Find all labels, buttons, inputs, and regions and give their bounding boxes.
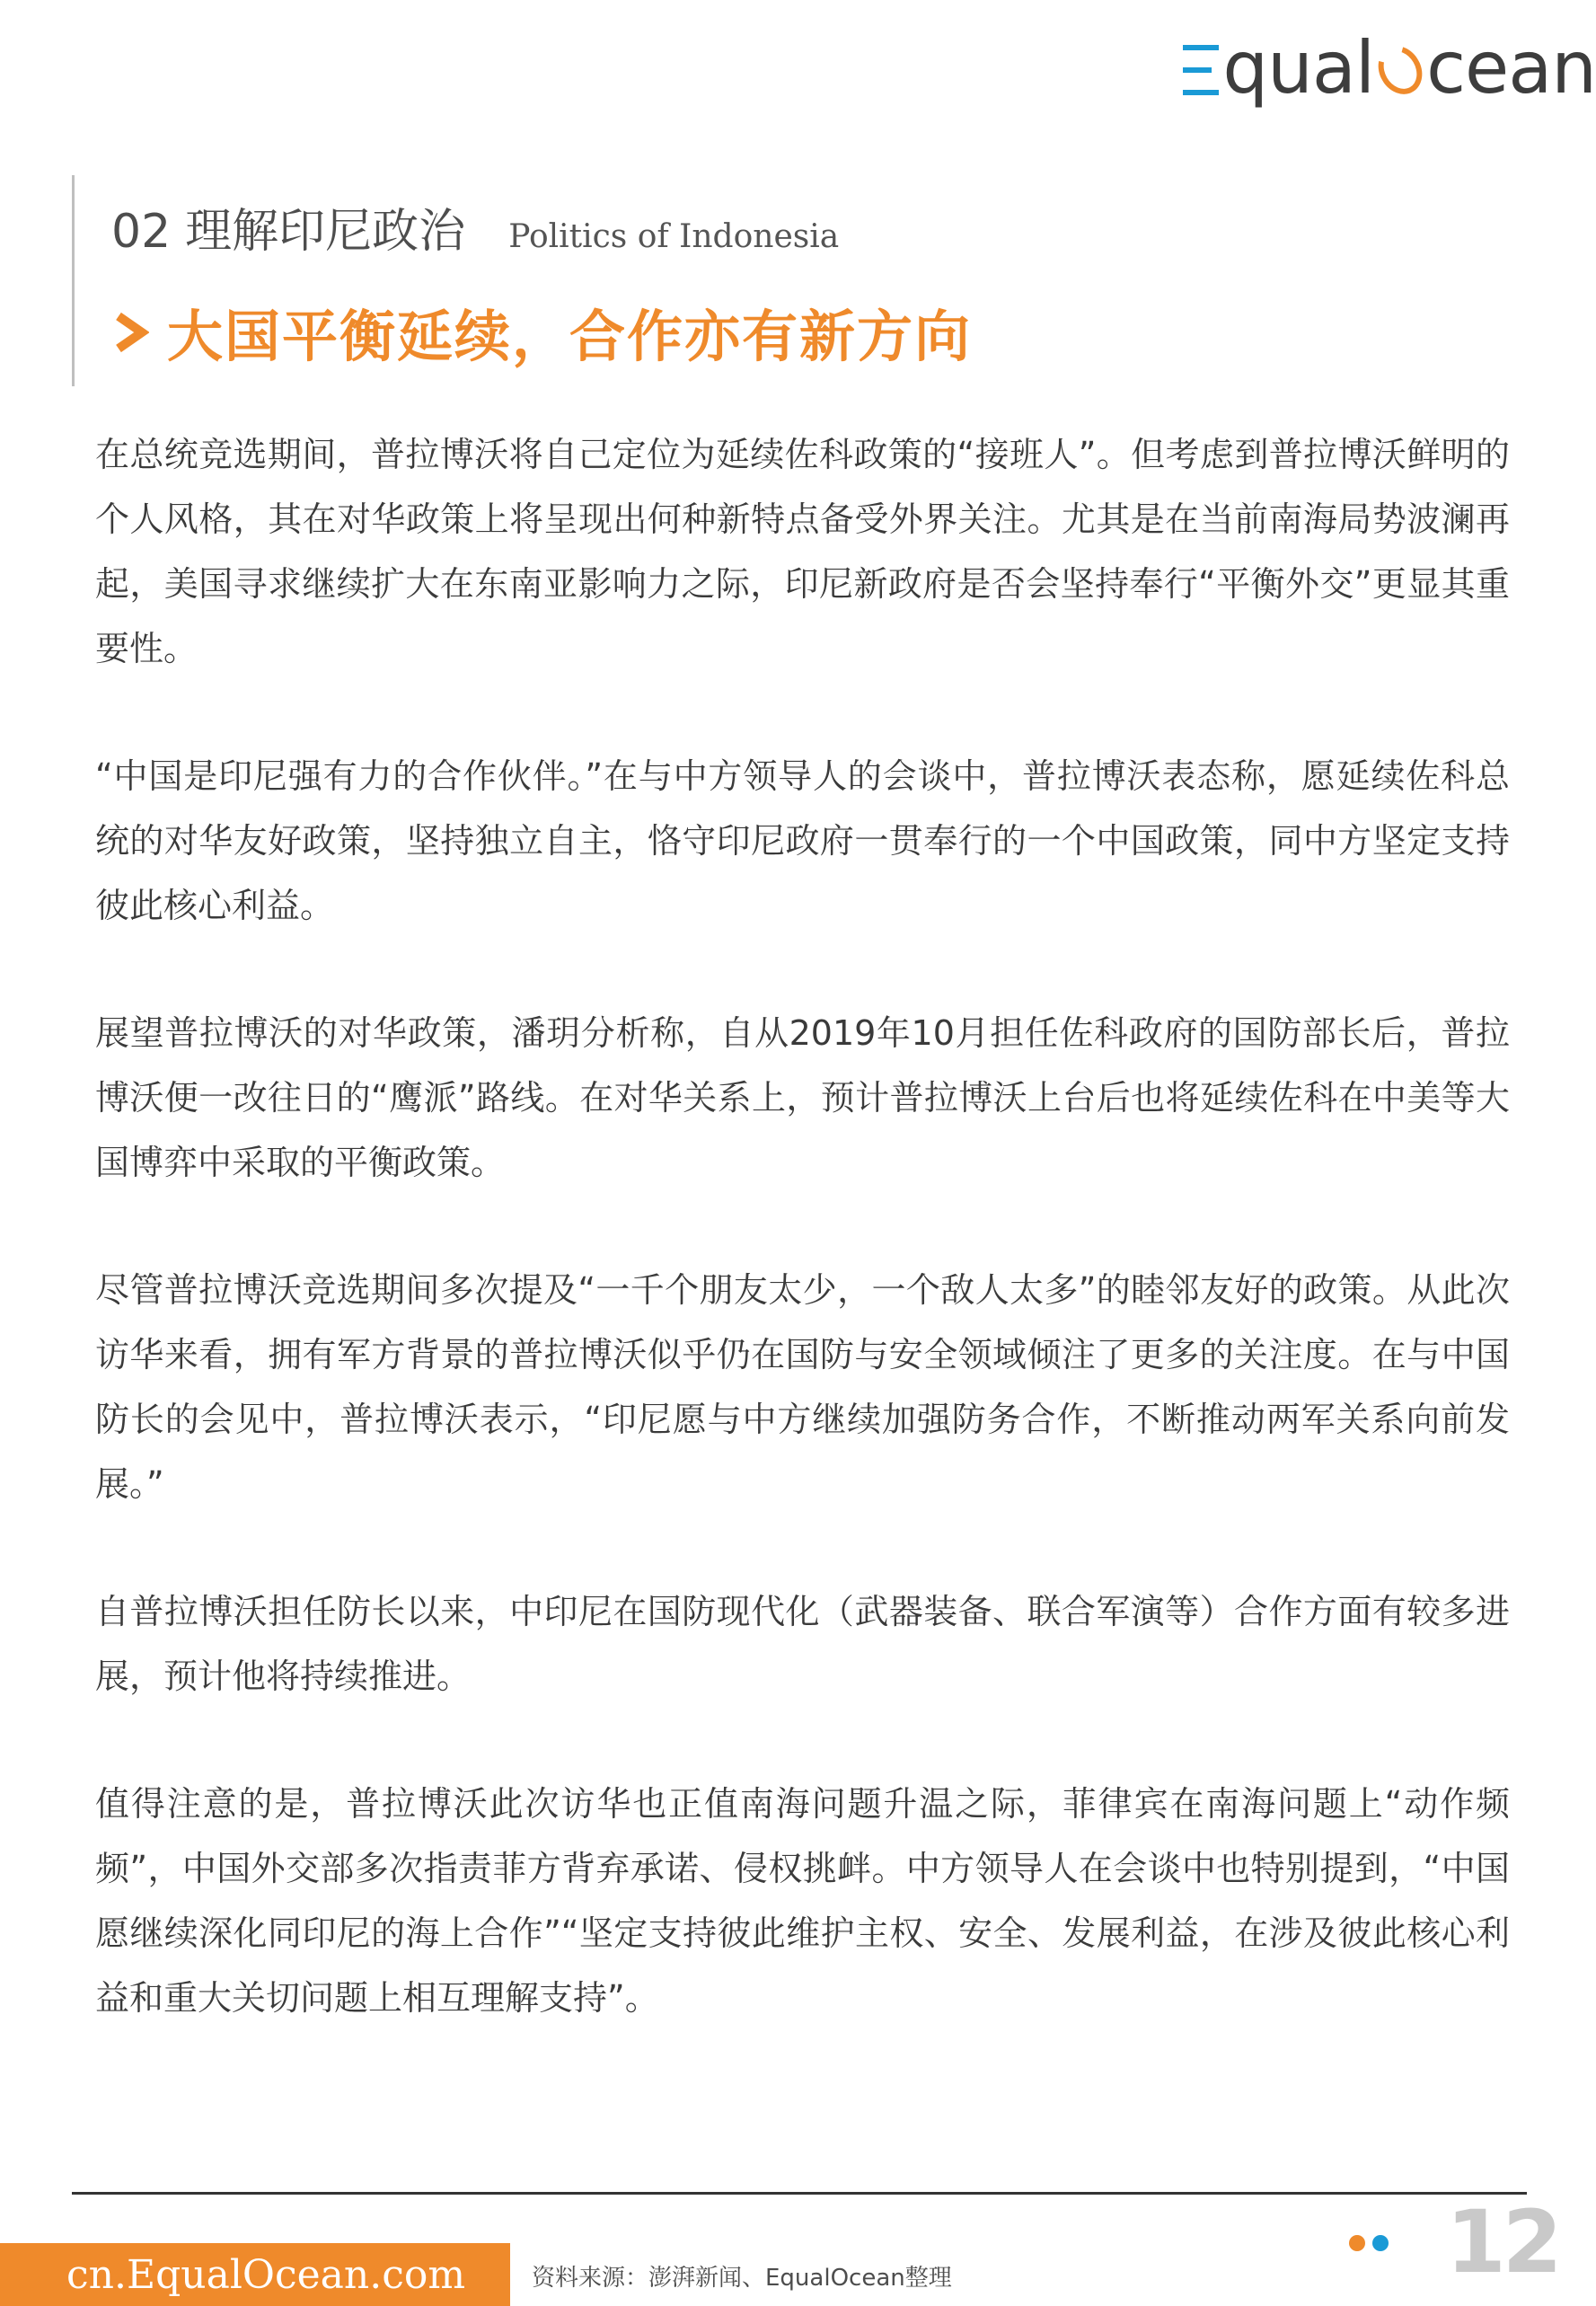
paragraph: 在总统竞选期间，普拉博沃将自己定位为延续佐科政策的“接班人”。但考虑到普拉博沃鲜明的个人风格，其在对华政策上将呈现出何种新特点备受外界关注。尤其是在当前南海局势波澜再起，美国寻求继续扩大在东南亚影响力之际，印尼新政府是否会坚持奉行“平衡外交”更显其重要性。 xyxy=(95,435,1510,668)
logo-text-part1: qual xyxy=(1222,25,1375,110)
header-divider xyxy=(72,175,75,386)
paragraph: 值得注意的是，普拉博沃此次访华也正值南海问题升温之际，菲律宾在南海问题上“动作频频”，中国外交部多次指责菲方背弃承诺、侵权挑衅。中方领导人在会谈中也特别提到，“中国愿继续深化同印尼的海上合作”“坚定支持彼此维护主权、安全、发展利益，在涉及彼此核心利益和重大关切问题上相互理解支持”。 xyxy=(95,1784,1510,2018)
paragraph: 尽管普拉博沃竞选期间多次提及“一千个朋友太少，一个敌人太多”的睦邻友好的政策。从此次访华来看，拥有军方背景的普拉博沃似乎仍在国防与安全领域倾注了更多的关注度。在与中国防长的会见中，普拉博沃表示，“印尼愿与中方继续加强防务合作，不断推动两军关系向前发展。” xyxy=(95,1270,1510,1504)
section-english-title: Politics of Indonesia xyxy=(508,218,840,255)
blue-dot-icon xyxy=(1372,2235,1389,2251)
section-title: 理解印尼政治 xyxy=(185,205,466,259)
chevron-right-icon xyxy=(111,307,149,358)
logo-text-part2: cean xyxy=(1426,25,1596,110)
page-dots xyxy=(1349,2235,1389,2251)
orange-dot-icon xyxy=(1349,2235,1365,2251)
section-label xyxy=(111,193,839,261)
footer-url-link[interactable]: cn.EqualOcean.com xyxy=(66,2251,466,2298)
logo-e-mark xyxy=(1183,45,1219,95)
equalocean-logo xyxy=(1183,27,1596,108)
footer-url-banner[interactable] xyxy=(0,2243,510,2306)
paragraph: 自普拉博沃担任防长以来，中印尼在国防现代化（武器装备、联合军演等）合作方面有较多进展，预计他将持续推进。 xyxy=(95,1592,1510,1696)
paragraph: 展望普拉博沃的对华政策，潘玥分析称，自从2019年10月担任佐科政府的国防部长后，普拉博沃便一改往日的“鹰派”路线。在对华关系上，预计普拉博沃上台后也将延续佐科在中美等大国博弈中采取的平衡政策。 xyxy=(95,1013,1510,1182)
page-number: 12 xyxy=(1446,2192,1559,2293)
paragraph: “中国是印尼强有力的合作伙伴。”在与中方领导人的会谈中，普拉博沃表态称，愿延续佐科总统的对华友好政策，坚持独立自主，恪守印尼政府一贯奉行的一个中国政策，同中方坚定支持彼此核心利益。 xyxy=(95,756,1510,925)
logo-o-mark xyxy=(1370,38,1431,102)
footer-divider xyxy=(72,2192,1527,2195)
heading-text: 大国平衡延续，合作亦有新方向 xyxy=(167,304,973,369)
article-body xyxy=(95,422,1510,2093)
page-heading xyxy=(111,292,972,372)
source-note: 资料来源：澎湃新闻、EqualOcean整理 xyxy=(532,2265,952,2292)
section-number: 02 xyxy=(111,205,172,259)
